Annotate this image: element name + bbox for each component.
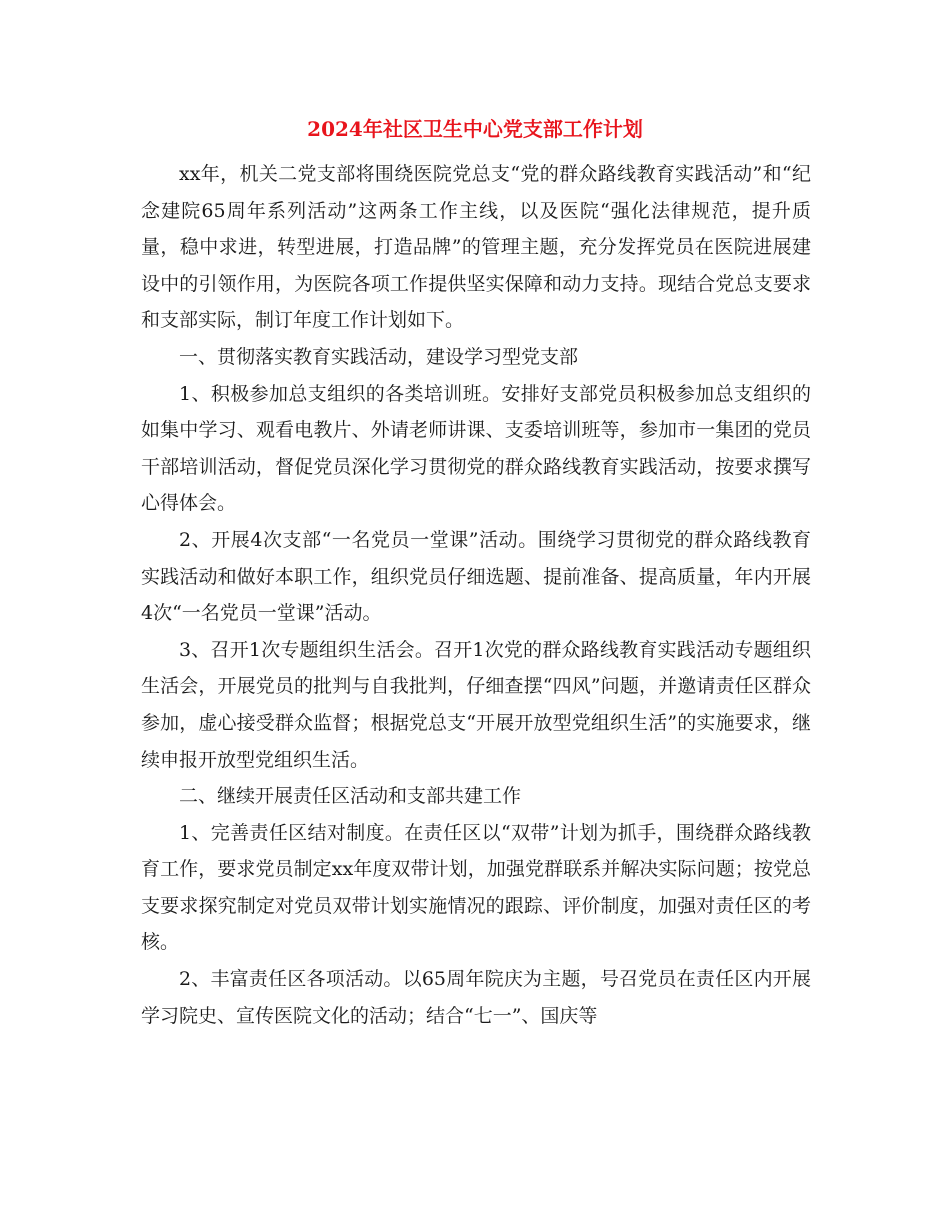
paragraph-item-1-2: 2、开展4次支部“一名党员一堂课”活动。围绕学习贯彻党的群众路线教育实践活动和做好本职工作，组织党员仔细选题、提前准备、提高质量，年内开展4次“一名党员一堂课”活动。: [141, 528, 811, 625]
paragraph-intro: xx年，机关二党支部将围绕医院党总支“党的群众路线教育实践活动”和“纪念建院65周年系列活动”这两条工作主线，以及医院“强化法律规范，提升质量，稳中求进，转型进展，打造品牌”的管理主题，充分发挥党员在医院进展建设中的引领作用，为医院各项工作提供坚实保障和动力支持。现结合党总支要求和支部实际，制订年度工作计划如下。: [141, 163, 811, 332]
document-title: 2024年社区卫生中心党支部工作计划: [307, 117, 643, 141]
paragraph-item-2-2: 2、丰富责任区各项活动。以65周年院庆为主题，号召党员在责任区内开展学习院史、宣传医院文化的活动；结合“七一”、国庆等: [141, 968, 811, 1027]
document-body: [141, 156, 811, 1034]
section-heading-1: 一、贯彻落实教育实践活动，建设学习型党支部: [179, 345, 579, 368]
paragraph-item-1-3: 3、召开1次专题组织生活会。召开1次党的群众路线教育实践活动专题组织生活会，开展党员的批判与自我批判，仔细查摆“四风”问题，并邀请责任区群众参加，虚心接受群众监督；根据党总支“开展开放型党组织生活”的实施要求，继续申报开放型党组织生活。: [141, 638, 811, 771]
paragraph-item-2-1: 1、完善责任区结对制度。在责任区以“双带”计划为抓手，围绕群众路线教育工作，要求党员制定xx年度双带计划，加强党群联系并解决实际问题；按党总支要求探究制定对党员双带计划实施情况的跟踪、评价制度，加强对责任区的考核。: [141, 821, 811, 954]
paragraph-item-1-1: 1、积极参加总支组织的各类培训班。安排好支部党员积极参加总支组织的如集中学习、观看电教片、外请老师讲课、支委培训班等，参加市一集团的党员干部培训活动，督促党员深化学习贯彻党的群众路线教育实践活动，按要求撰写心得体会。: [141, 382, 811, 515]
section-heading-2: 二、继续开展责任区活动和支部共建工作: [179, 785, 522, 808]
